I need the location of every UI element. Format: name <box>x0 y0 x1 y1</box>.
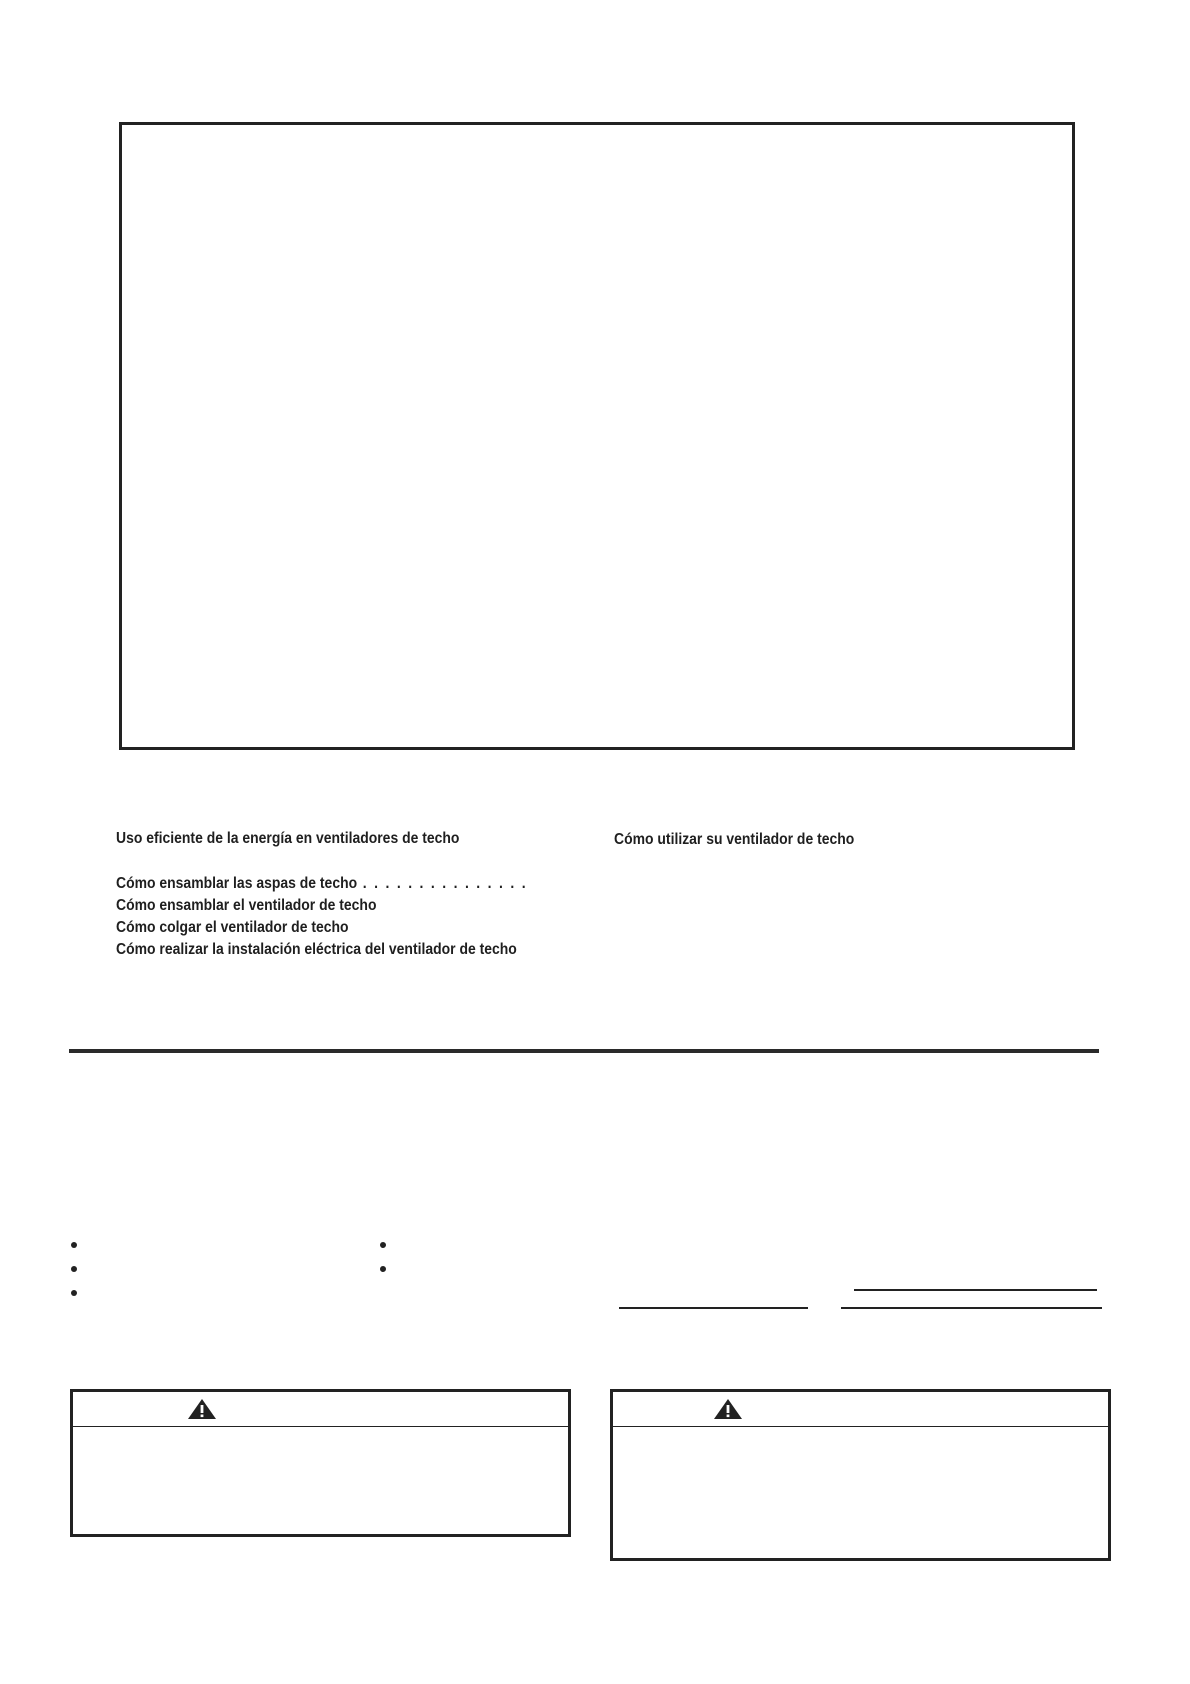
toc-entry-hang-fan[interactable]: Cómo colgar el ventilador de techo <box>116 919 349 936</box>
toc-dot-leader: . . . . . . . . . . . . . . . <box>357 875 528 892</box>
toc-left-column-group <box>116 873 527 961</box>
bullet-point <box>71 1266 77 1272</box>
warning-header <box>73 1392 568 1427</box>
toc-left-column-top <box>116 828 459 850</box>
toc-entry-label: Cómo ensamblar las aspas de techo <box>116 875 358 892</box>
blank-line[interactable] <box>619 1307 808 1309</box>
toc-entry-assemble-blades[interactable] <box>116 873 527 895</box>
warning-header <box>613 1392 1108 1427</box>
blank-line[interactable] <box>854 1289 1097 1291</box>
cover-image-frame <box>119 122 1075 750</box>
bullet-point <box>380 1266 386 1272</box>
blank-line[interactable] <box>841 1307 1102 1309</box>
warning-triangle-icon <box>187 1398 217 1420</box>
toc-entry-wiring[interactable]: Cómo realizar la instalación eléctrica del ventilador de techo <box>116 941 517 958</box>
bullet-point <box>71 1290 77 1296</box>
bullet-point <box>380 1242 386 1248</box>
section-divider <box>69 1049 1099 1053</box>
toc-entry-assemble-fan[interactable]: Cómo ensamblar el ventilador de techo <box>116 897 377 914</box>
bullet-point <box>71 1242 77 1248</box>
warning-box-right <box>610 1389 1111 1561</box>
toc-right-column <box>614 829 854 851</box>
toc-entry-energy[interactable]: Uso eficiente de la energía en ventiladores de techo <box>116 830 460 847</box>
warning-triangle-icon <box>713 1398 743 1420</box>
warning-box-left <box>70 1389 571 1537</box>
toc-entry-operation[interactable]: Cómo utilizar su ventilador de techo <box>614 831 855 848</box>
